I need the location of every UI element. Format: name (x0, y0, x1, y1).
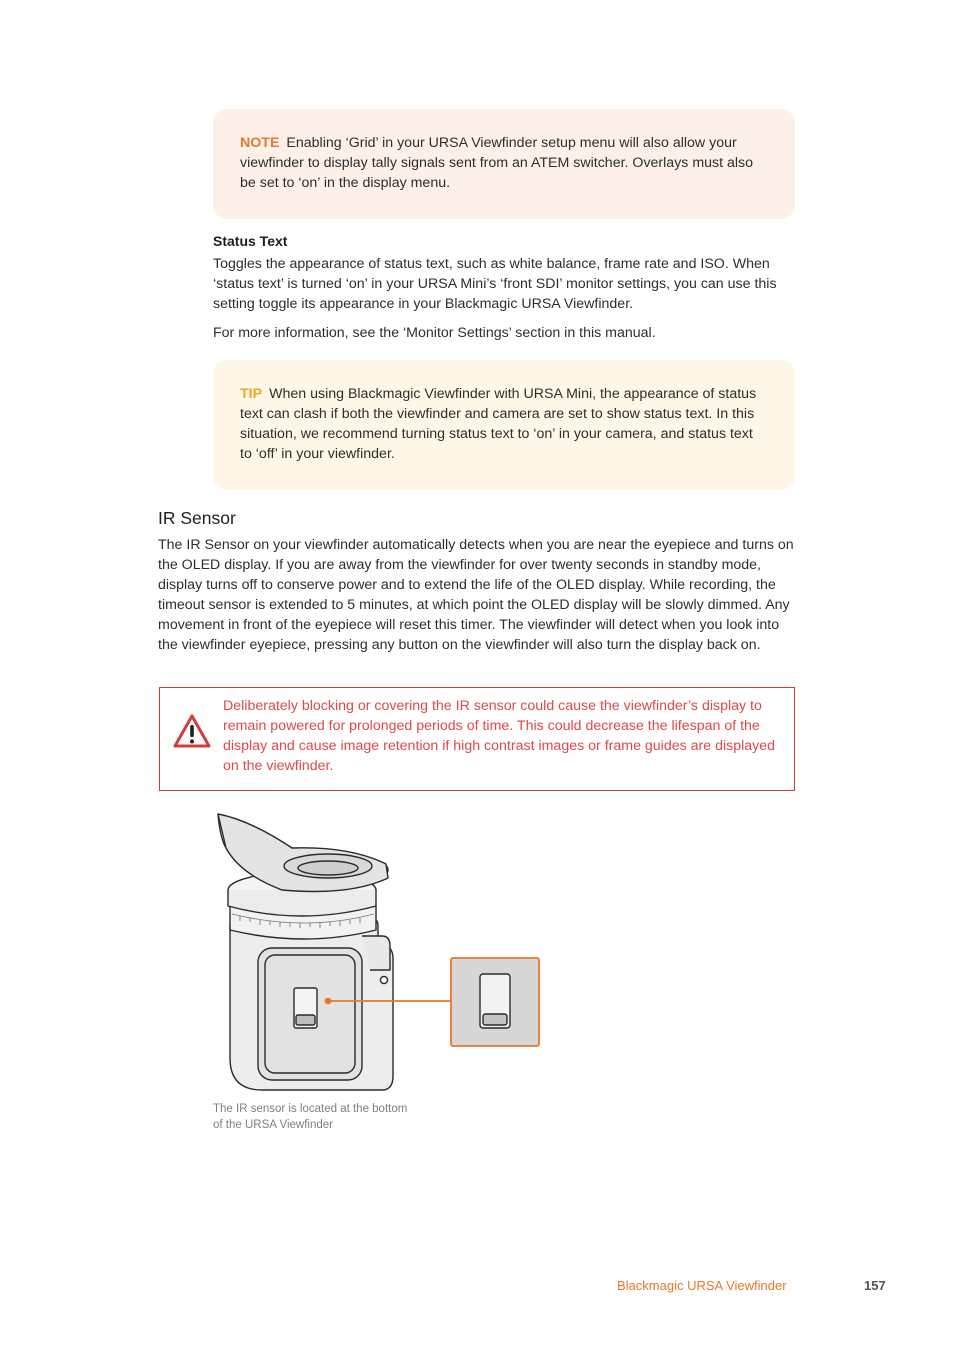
note-callout (213, 109, 795, 219)
warning-triangle-icon (172, 713, 212, 749)
status-text-more-info: For more information, see the ‘Monitor Settings’ section in this manual. (213, 325, 656, 341)
status-text-paragraph: Toggles the appearance of status text, such as white balance, frame rate and ISO. When ‘status text’ is turned ‘on’ in your URSA Mini’s ‘front SDI’ monitor settings, you can use this setting toggle its appearance in your Blackmagic URSA Viewfinder. (213, 256, 777, 312)
note-text: Enabling ‘Grid’ in your URSA Viewfinder setup menu will also allow your viewfinder to display tally signals sent from an ATEM switcher. Overlays must also be set to ‘on’ in the display menu. (240, 135, 754, 191)
figure-caption: The IR sensor is located at the bottom of the URSA Viewfinder (213, 1103, 408, 1131)
warning-box (159, 687, 795, 791)
tip-label: TIP (240, 386, 263, 402)
page-number: 157 (864, 1278, 886, 1293)
tip-callout (213, 360, 795, 490)
note-label: NOTE (240, 135, 280, 151)
status-text-heading: Status Text (213, 233, 288, 249)
warning-text: Deliberately blocking or covering the IR sensor could cause the viewfinder’s display to remain powered for prolonged periods of time. This could decrease the lifespan of the display and cause image retention if high contrast images or frame guides are displayed on the viewfinder. (223, 698, 776, 774)
ir-sensor-paragraph: The IR Sensor on your viewfinder automatically detects when you are near the eyepiece and turns on the OLED display. If you are away from the viewfinder for over twenty seconds in standby mode, display turns off to conserve power and to extend the life of the OLED display. While recording, the timeout sensor is extended to 5 minutes, at which point the OLED display will be slowly dimmed. Any movement in front of the eyepiece will reset this timer. The viewfinder will detect when you look into the viewfinder eyepiece, pressing any button on the viewfinder will also turn the display back on. (158, 537, 794, 653)
viewfinder-illustration (210, 808, 550, 1098)
tip-text: When using Blackmagic Viewfinder with URSA Mini, the appearance of status text can clash if both the viewfinder and camera are set to show status text. In this situation, we recommend turning status text to ‘on’ in your camera, and status text to ‘off’ in your viewfinder. (240, 386, 757, 462)
footer-manual-title: Blackmagic URSA Viewfinder (617, 1278, 787, 1293)
ir-sensor-heading: IR Sensor (158, 508, 236, 528)
